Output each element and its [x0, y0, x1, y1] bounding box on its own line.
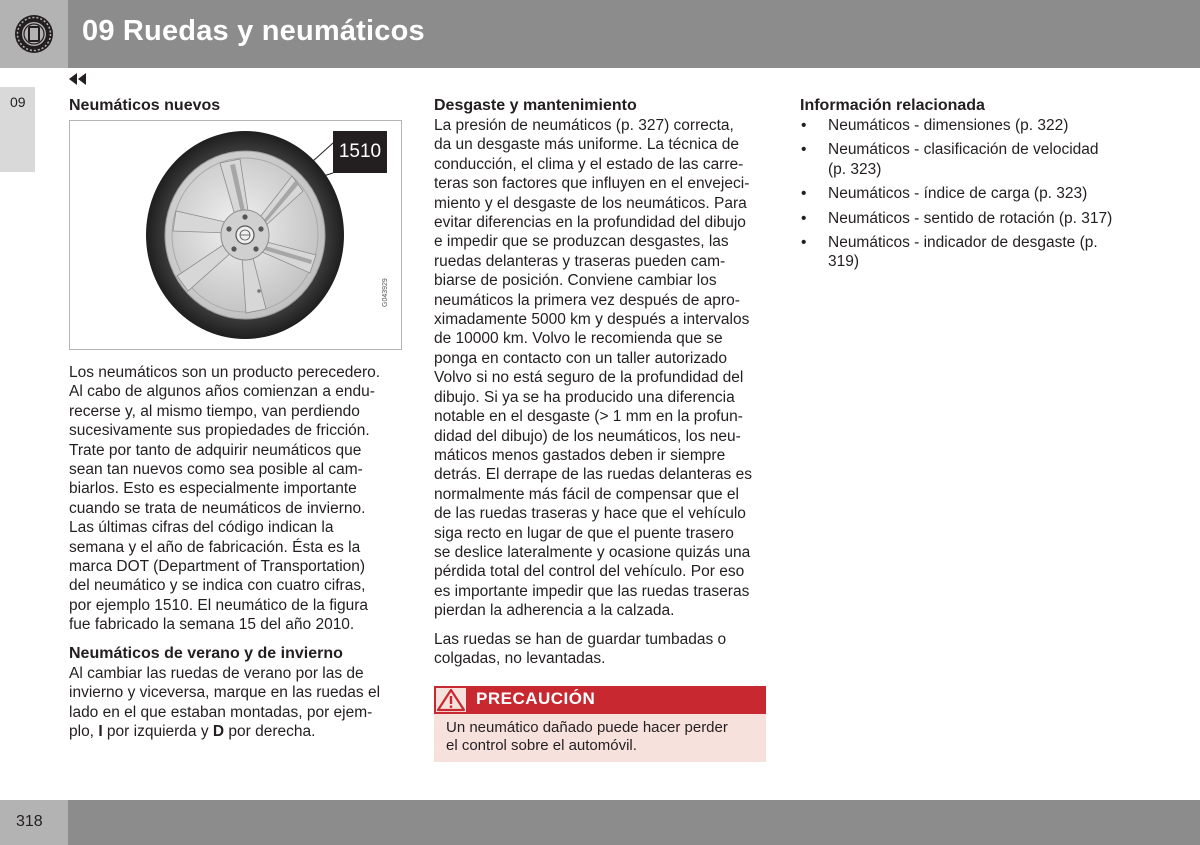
text-line: ximadamente 5000 km y después a intervalos: [434, 311, 750, 329]
text-line: sucesivamente sus propiedades de fricción.: [69, 422, 370, 440]
text-line: conducción, el clima y el estado de las carre-: [434, 155, 744, 173]
text-line: ponga en contacto con un taller autorizado: [434, 349, 727, 367]
page-number-box: [0, 800, 68, 845]
text-line: notable en el desgaste (> 1 mm en la profun-: [434, 408, 743, 426]
text-line: por ejemplo 1510. El neumático de la figura: [69, 596, 368, 614]
figure-code: G043929: [382, 278, 389, 307]
link-text: Neumáticos - índice de carga (p. 323): [828, 185, 1088, 203]
text-run: por derecha.: [224, 722, 316, 740]
text-line: siga recto en lugar de que el puente trasero: [434, 524, 734, 542]
text-line: semana y el año de fabricación. Ésta es la: [69, 538, 361, 556]
warning-box: [434, 686, 766, 762]
bold-letter-right: D: [212, 722, 225, 740]
text-line: Volvo si no está seguro de la profundidad del: [434, 369, 744, 387]
paragraph-new-tires: [69, 363, 404, 635]
chapter-title: 09 Ruedas y neumáticos: [82, 15, 425, 47]
related-link[interactable]: [800, 184, 1170, 203]
text-line: pierdan la adherencia a la calzada.: [434, 602, 675, 620]
paragraph-wear: [434, 116, 769, 621]
text-line: Las últimas cifras del código indican la: [69, 519, 334, 537]
tire-icon: [13, 13, 55, 55]
text-line: máticos menos gastados deben ir siempre: [434, 446, 726, 464]
section-heading-related-info: Información relacionada: [800, 97, 985, 114]
text-line: el control sobre el automóvil.: [446, 736, 637, 754]
warning-title: PRECAUCIÓN: [476, 689, 596, 709]
chapter-tab-label: 09: [10, 94, 26, 110]
text-line: Los neumáticos son un producto perecedero.: [69, 364, 381, 381]
text-line: colgadas, no levantadas.: [434, 649, 606, 667]
link-text: Neumáticos - indicador de desgaste (p.: [828, 234, 1098, 252]
text-line: recerse y, al mismo tiempo, van perdiendo: [69, 402, 360, 420]
bullet: •: [801, 141, 807, 159]
section-heading-wear: Desgaste y mantenimiento: [434, 97, 637, 114]
text-line: detrás. El derrape de las ruedas delanteras es: [434, 466, 752, 484]
paragraph-summer-winter: [69, 664, 404, 742]
text-line: es importante impedir que las ruedas traseras: [434, 582, 750, 600]
text-line: cuando se trata de neumáticos de invierno.: [69, 499, 366, 517]
text-run: por izquierda y: [102, 722, 213, 740]
text-line: biarlos. Esto es especialmente importante: [69, 480, 357, 498]
section-heading-summer-winter: Neumáticos de verano y de invierno: [69, 644, 343, 662]
double-left-arrow-icon[interactable]: [69, 73, 87, 85]
text-line: se deslice lateralmente y ocasione quizás una: [434, 543, 751, 561]
text-line: de las ruedas traseras y hace que el vehículo: [434, 505, 746, 523]
bullet: •: [801, 209, 807, 227]
text-line: normalmente más fácil de compensar que el: [434, 485, 739, 503]
text-line: lado en el que estaban montadas, por ejem-: [69, 703, 373, 721]
text-line: [69, 722, 404, 741]
page-footer: [0, 800, 1200, 845]
text-line: pérdida total del control del vehículo. Por eso: [434, 563, 745, 581]
text-line: de 10000 km. Volvo le recomienda que se: [434, 330, 723, 348]
bullet: •: [801, 185, 807, 203]
text-line: sean tan nuevos como sea posible al cam-: [69, 461, 363, 479]
bullet: •: [801, 117, 807, 134]
column-middle: [434, 96, 769, 762]
related-links-list: [800, 116, 1170, 272]
warning-text: [434, 714, 766, 762]
text-line: Al cabo de algunos años comienzan a endu-: [69, 383, 375, 401]
text-line: teras son factores que influyen en el envejeci-: [434, 175, 750, 193]
link-text: Neumáticos - dimensiones (p. 322): [828, 117, 1069, 134]
link-text: Neumáticos - sentido de rotación (p. 317): [828, 209, 1113, 227]
text-line: del neumático y se indica con cuatro cifras,: [69, 577, 366, 595]
column-left: [69, 96, 404, 741]
text-line: neumáticos la primera vez después de apro-: [434, 291, 740, 309]
link-text: 319): [828, 253, 860, 271]
text-line: Las ruedas se han de guardar tumbadas o: [434, 630, 727, 648]
text-line: Un neumático dañado puede hacer perder: [446, 719, 728, 737]
text-line: didad del dibujo) de los neumáticos, los neu-: [434, 427, 741, 445]
text-line: evitar diferencias en la profundidad del dibujo: [434, 214, 746, 232]
text-line: Trate por tanto de adquirir neumáticos que: [69, 441, 362, 459]
text-line: La presión de neumáticos (p. 327) correcta,: [434, 117, 734, 134]
chapter-icon-box: [0, 0, 68, 68]
page-number: 318: [16, 813, 43, 830]
related-link[interactable]: [800, 116, 1170, 135]
related-link[interactable]: [800, 140, 1170, 179]
text-line: invierno y viceversa, marque en las ruedas el: [69, 684, 381, 702]
chapter-header: [0, 0, 1200, 68]
tire-figure: [69, 120, 402, 350]
text-line: e impedir que se produzcan desgastes, las: [434, 233, 729, 251]
link-text: (p. 323): [828, 160, 882, 178]
link-text: Neumáticos - clasificación de velocidad: [828, 141, 1099, 159]
text-line: fue fabricado la semana 15 del año 2010.: [69, 616, 355, 634]
chapter-tab[interactable]: [0, 87, 35, 172]
bold-letter-left: I: [98, 722, 103, 740]
text-line: Al cambiar las ruedas de verano por las de: [69, 664, 364, 682]
text-line: ruedas delanteras y traseras pueden cam-: [434, 252, 726, 270]
paragraph-storage: [434, 630, 769, 669]
text-run: plo,: [69, 722, 99, 740]
text-line: dibujo. Si ya se ha producido una diferencia: [434, 388, 735, 406]
text-line: miento y el desgaste de los neumáticos. Para: [434, 194, 747, 212]
text-line: marca DOT (Department of Transportation): [69, 558, 366, 576]
section-heading-new-tires: Neumáticos nuevos: [69, 97, 221, 114]
text-line: biarse de posición. Conviene cambiar los: [434, 272, 717, 290]
text-line: da un desgaste más uniforme. La técnica de: [434, 136, 740, 154]
warning-header: [434, 686, 766, 714]
dot-code-callout: 1510: [333, 131, 387, 173]
bullet: •: [801, 234, 807, 252]
related-link[interactable]: [800, 209, 1170, 228]
warning-triangle-icon: [436, 688, 466, 712]
column-right: [800, 96, 1170, 277]
related-link[interactable]: [800, 233, 1170, 272]
